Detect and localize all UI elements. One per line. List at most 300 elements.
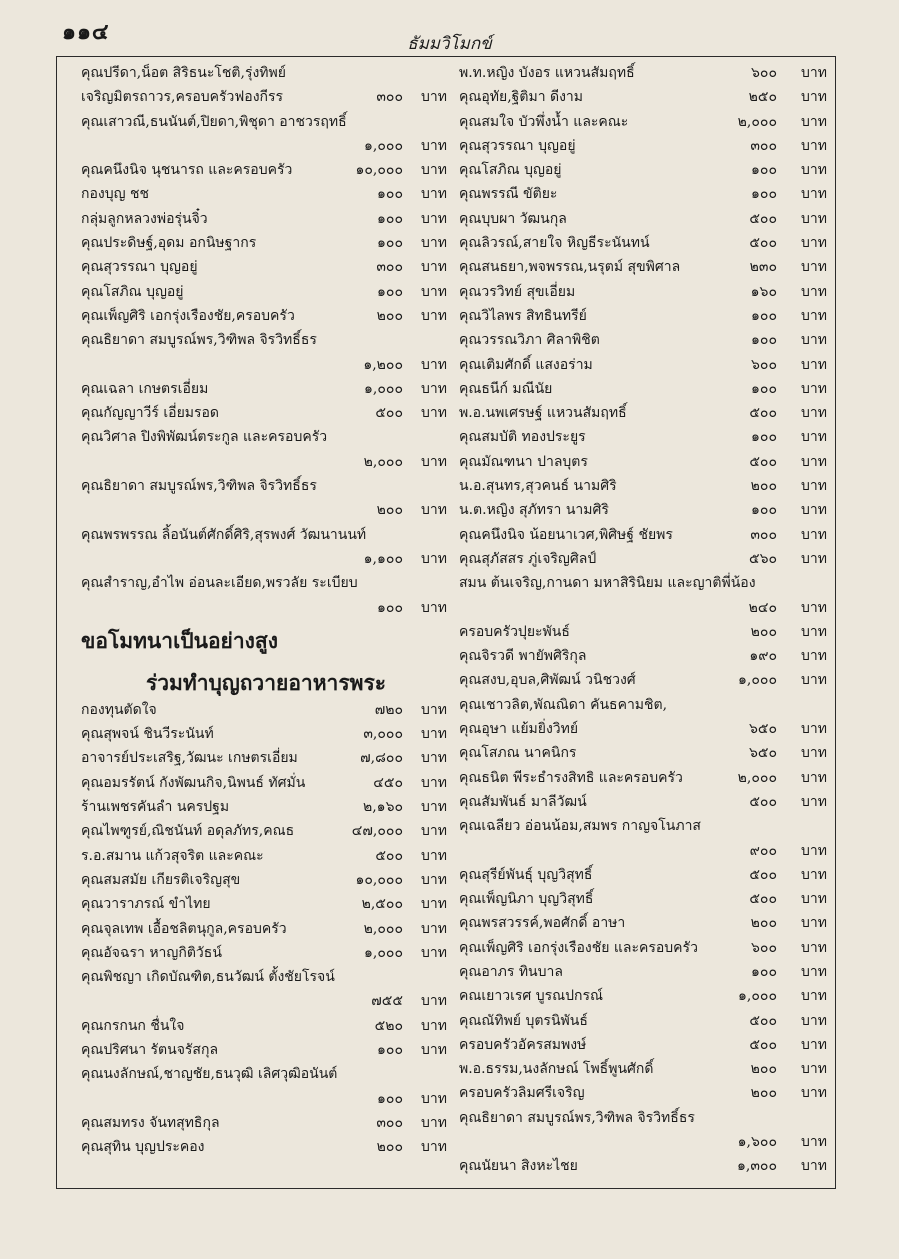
- currency-unit: บาท: [421, 137, 447, 154]
- currency-unit: บาท: [801, 793, 827, 810]
- currency-unit: บาท: [801, 1134, 827, 1151]
- currency-unit: บาท: [421, 774, 447, 791]
- donor-row: [81, 255, 451, 279]
- currency-unit: บาท: [421, 1139, 447, 1156]
- donor-row: [459, 887, 833, 911]
- donation-amount: ๓๐๐: [376, 89, 403, 106]
- donor-name: คุณเสาวณี,ธนนันต์,ปิยดา,พิชุดา อาชวรฤทธิ์: [81, 113, 347, 130]
- donor-row: [81, 523, 451, 547]
- donor-name: คุณธนีก์ มณีนัย: [459, 380, 553, 397]
- currency-unit: บาท: [801, 623, 827, 640]
- donation-amount: ๖๕๐: [748, 745, 777, 762]
- donor-name: คุณสุพจน์ ชินวีระนันท์: [81, 726, 214, 743]
- donation-amount: ๒,๐๐๐: [737, 769, 777, 786]
- donor-row: [81, 474, 451, 498]
- donor-name: คุณบุบผา วัฒนกุล: [459, 210, 567, 227]
- donor-name: คุณนงลักษณ์,ชาญชัย,ธนวุฒิ เลิศวุฒิอนันต์: [81, 1066, 338, 1083]
- donation-amount: ๒๐๐: [750, 1061, 777, 1078]
- donor-name: คุณเพ็ญศิริ เอกรุ่งเรืองชัย และครอบครัว: [459, 939, 698, 956]
- food-donor-list: [81, 698, 451, 1160]
- donation-amount: ๓๐๐: [376, 259, 403, 276]
- donor-row: [459, 1154, 833, 1178]
- donation-amount: ๑๐,๐๐๐: [355, 162, 403, 179]
- donor-name: คุณสนธยา,พจพรรณ,นรุตม์ สุขพิศาล: [459, 259, 681, 276]
- donor-row: [81, 989, 451, 1013]
- donor-name: คุณวรวิทย์ สุขเอี่ยม: [459, 283, 576, 300]
- donation-amount: ๕๐๐: [749, 453, 777, 470]
- donation-amount: ๑,๐๐๐: [738, 672, 777, 689]
- donor-name: คุณสุภัสสร ภู่เจริญศิลป์: [459, 550, 597, 567]
- donor-row: [459, 596, 833, 620]
- donor-row: [81, 425, 451, 449]
- donor-row: [81, 965, 451, 989]
- currency-unit: บาท: [801, 137, 827, 154]
- donation-amount: ๒๓๐: [749, 259, 777, 276]
- donation-amount: ๑๐๐: [377, 186, 403, 203]
- donor-row: [459, 1106, 833, 1130]
- donor-row: [81, 868, 451, 892]
- donor-row: [459, 1033, 833, 1057]
- donor-name: คุณคนึงนิจ น้อยนาเวศ,พิศิษฐ์ ชัยพร: [459, 526, 673, 543]
- currency-unit: บาท: [801, 162, 827, 179]
- currency-unit: บาท: [801, 550, 827, 567]
- donor-row: [459, 766, 833, 790]
- donor-row: [459, 474, 833, 498]
- donor-name: คุณเพ็ญศิริ เอกรุ่งเรืองชัย,ครอบครัว: [81, 307, 295, 324]
- donor-row: [459, 401, 833, 425]
- donor-name: คุณไพฑูรย์,ณิชนันท์ อดุลภัทร,คณธ: [81, 823, 295, 840]
- donor-name: น.อ.สุนทร,สุวคนธ์ นามศิริ: [459, 478, 617, 495]
- donor-row: [459, 498, 833, 522]
- content-frame: [56, 56, 836, 1189]
- donor-name: คุณเติมศักดิ์ แสงอร่าม: [459, 356, 593, 373]
- donor-name: คุณกัญญาวีร์ เอี่ยมรอด: [81, 405, 220, 422]
- donor-name: คุณเพ็ญนิภา บุญวิสุทธิ์: [459, 891, 594, 908]
- currency-unit: บาท: [421, 235, 447, 252]
- currency-unit: บาท: [801, 186, 827, 203]
- donor-row: [81, 795, 451, 819]
- currency-unit: บาท: [801, 891, 827, 908]
- donor-name: พ.อ.นพเศรษฐ์ แหวนสัมฤทธิ์: [459, 405, 627, 422]
- donor-name: คุณคนึงนิจ นุชนารถ และครอบครัว: [81, 162, 293, 179]
- donation-amount: ๑๖๐: [750, 283, 777, 300]
- currency-unit: บาท: [801, 769, 827, 786]
- donor-row: [81, 498, 451, 522]
- donor-row: [81, 328, 451, 352]
- currency-unit: บาท: [801, 842, 827, 859]
- donation-amount: ๑๐๐: [751, 186, 777, 203]
- donation-amount: ๖๐๐: [751, 939, 777, 956]
- currency-unit: บาท: [421, 920, 447, 937]
- donation-amount: ๑,๑๐๐: [363, 550, 403, 567]
- donor-name: อาจารย์ประเสริฐ,วัฒนะ เกษตรเอี่ยม: [81, 750, 298, 767]
- currency-unit: บาท: [801, 1036, 827, 1053]
- donation-amount: ๑๐๐: [377, 599, 403, 616]
- donation-amount: ๒,๐๐๐: [363, 920, 403, 937]
- donor-row: [459, 377, 833, 401]
- donor-row: [459, 984, 833, 1008]
- donation-amount: ๗๕๕: [371, 993, 403, 1010]
- donor-row: [459, 85, 833, 109]
- currency-unit: บาท: [801, 283, 827, 300]
- donor-row: [459, 620, 833, 644]
- donor-name: กองบุญ ชช: [81, 186, 149, 203]
- donation-amount: ๕๖๐: [748, 550, 777, 567]
- donor-row: [81, 1111, 451, 1135]
- donation-amount: ๙๐๐: [749, 842, 777, 859]
- currency-unit: บาท: [801, 307, 827, 324]
- donation-amount: ๖๐๐: [751, 356, 777, 373]
- currency-unit: บาท: [801, 526, 827, 543]
- donor-name: ครอบครัวอัครสมพงษ์: [459, 1036, 587, 1053]
- donation-amount: ๑,๐๐๐: [738, 988, 777, 1005]
- donation-amount: ๒,๐๐๐: [363, 453, 403, 470]
- donation-amount: ๑๐๐: [377, 210, 403, 227]
- donor-row: [459, 863, 833, 887]
- currency-unit: บาท: [421, 1090, 447, 1107]
- donor-row: [81, 280, 451, 304]
- donation-amount: ๑๐,๐๐๐: [355, 871, 403, 888]
- donor-name: กลุ่มลูกหลวงพ่อรุ่นจิ๋ว: [81, 210, 208, 227]
- donor-row: [81, 1038, 451, 1062]
- donation-amount: ๑,๐๐๐: [364, 137, 403, 154]
- donation-amount: ๒๐๐: [376, 502, 403, 519]
- donor-name: คุณพิชญา เกิดบัณฑิต,ธนวัฒน์ ตั้งชัยโรจน์: [81, 969, 335, 986]
- donation-amount: ๖๕๐: [748, 721, 777, 738]
- donor-row: [459, 134, 833, 158]
- donor-name: คุณโสภิณ บุญอยู่: [81, 283, 184, 300]
- donation-amount: ๕๐๐: [375, 847, 403, 864]
- currency-unit: บาท: [801, 939, 827, 956]
- donor-name: คุณอุทัย,ฐิติมา ดีงาม: [459, 89, 584, 106]
- donation-amount: ๒๐๐: [750, 478, 777, 495]
- donation-amount: ๑๐๐: [377, 1090, 403, 1107]
- donor-name: เจริญมิตรถาวร,ครอบครัวฟองกีรร: [81, 89, 284, 106]
- donor-row: [81, 596, 451, 620]
- currency-unit: บาท: [421, 186, 447, 203]
- donor-name: คุณประดิษฐ์,อุดม อกนิษฐากร: [81, 235, 257, 252]
- donation-amount: ๔๗,๐๐๐: [351, 823, 403, 840]
- currency-unit: บาท: [801, 721, 827, 738]
- donor-row: [81, 722, 451, 746]
- currency-unit: บาท: [421, 1041, 447, 1058]
- donor-name: คุณพรสวรรค์,พอศักดิ์ อาษา: [459, 915, 626, 932]
- donor-row: [81, 134, 451, 158]
- donor-name: คุณธิยาดา สมบูรณ์พร,วิฑิพล จิรวิทธิ์ธร: [81, 478, 317, 495]
- donor-row: [81, 844, 451, 868]
- currency-unit: บาท: [801, 478, 827, 495]
- donor-name: คุณอมรรัตน์ กังพัฒนกิจ,นิพนธ์ ทัศมั่น: [81, 774, 306, 791]
- donor-name: คุณธนิต พีระธำรงสิทธิ และครอบครัว: [459, 769, 683, 786]
- currency-unit: บาท: [801, 866, 827, 883]
- donation-amount: ๑,๐๐๐: [364, 380, 403, 397]
- donor-name: คุณลิวรณ์,สายใจ หิญธีระนันทน์: [459, 235, 650, 252]
- currency-unit: บาท: [421, 871, 447, 888]
- donor-name: คุณสำราญ,อำไพ อ่อนละเอียด,พรวลัย ระเบียบ: [81, 575, 358, 592]
- donation-amount: ๕๐๐: [749, 235, 777, 252]
- currency-unit: บาท: [421, 896, 447, 913]
- donor-row: [81, 182, 451, 206]
- donation-amount: ๗๒๐: [374, 701, 403, 718]
- donor-row: [459, 61, 833, 85]
- donor-name: คุณจุลเทพ เอื้อชลิตนุกูล,ครอบครัว: [81, 920, 287, 937]
- donor-row: [459, 741, 833, 765]
- currency-unit: บาท: [801, 1012, 827, 1029]
- heading-thanks: ขอโมทนาเป็นอย่างสูง: [81, 627, 278, 653]
- donor-row: [459, 1081, 833, 1105]
- donor-name: คุณธิยาดา สมบูรณ์พร,วิฑิพล จิรวิทธิ์ธร: [81, 332, 317, 349]
- currency-unit: บาท: [421, 701, 447, 718]
- currency-unit: บาท: [421, 405, 447, 422]
- donation-amount: ๑๐๐: [751, 380, 777, 397]
- donor-row: [81, 304, 451, 328]
- donation-amount: ๒,๕๐๐: [361, 896, 403, 913]
- donor-name: คุณจิรวดี พายัพศิริกุล: [459, 648, 587, 665]
- donor-name: คุณมัณฑนา ปาลบุตร: [459, 453, 588, 470]
- donor-row: [459, 182, 833, 206]
- donation-amount: ๗,๘๐๐: [360, 750, 403, 767]
- donor-row: [81, 1014, 451, 1038]
- donor-row: [459, 304, 833, 328]
- donor-row: [81, 61, 451, 85]
- donor-name: คุณวิไลพร สิทธินทรีย์: [459, 307, 587, 324]
- donation-amount: ๓๐๐: [376, 1114, 403, 1131]
- donor-name: คุณสงบ,อุบล,ศิพัฒน์ วนิชวงศ์: [459, 672, 636, 689]
- heading-food-offering: ร่วมทำบุญถวายอาหารพระ: [145, 669, 387, 695]
- currency-unit: บาท: [801, 1158, 827, 1175]
- donor-name: คุณสัมพันธ์ มาลีวัฒน์: [459, 793, 587, 810]
- donation-amount: ๒๔๐: [748, 599, 777, 616]
- donor-row: [81, 1135, 451, 1159]
- donor-name: คุณอาภร ทินบาล: [459, 963, 563, 980]
- donor-row: [81, 231, 451, 255]
- donor-row: [459, 717, 833, 741]
- donor-row: [459, 814, 833, 838]
- currency-unit: บาท: [421, 453, 447, 470]
- donor-row: [459, 571, 833, 595]
- donation-amount: ๑,๐๐๐: [364, 944, 403, 961]
- donor-row: [81, 85, 451, 109]
- currency-unit: บาท: [801, 1061, 827, 1078]
- currency-unit: บาท: [421, 259, 447, 276]
- donation-amount: ๑๐๐: [751, 502, 777, 519]
- donor-name: คุณปริศนา รัตนจรัสกุล: [81, 1041, 219, 1058]
- page-number: ๑๑๔: [62, 19, 110, 45]
- currency-unit: บาท: [801, 453, 827, 470]
- currency-unit: บาท: [801, 259, 827, 276]
- right-donor-list: [459, 61, 833, 1179]
- donor-name: ครอบครัวลิมศรีเจริญ: [459, 1085, 585, 1102]
- donor-row: [459, 644, 833, 668]
- donation-amount: ๓,๐๐๐: [363, 726, 403, 743]
- donor-row: [81, 377, 451, 401]
- donor-row: [459, 936, 833, 960]
- currency-unit: บาท: [421, 599, 447, 616]
- currency-unit: บาท: [421, 162, 447, 179]
- currency-unit: บาท: [801, 380, 827, 397]
- donor-row: [459, 960, 833, 984]
- donor-name: คุณโสภิณ บุญอยู่: [459, 162, 562, 179]
- donation-amount: ๕๐๐: [749, 866, 777, 883]
- currency-unit: บาท: [801, 648, 827, 665]
- left-column: [81, 61, 451, 1159]
- currency-unit: บาท: [801, 988, 827, 1005]
- donation-amount: ๒๐๐: [750, 915, 777, 932]
- donor-name: คุณณัทิพย์ บุตรนิพันธ์: [459, 1012, 588, 1029]
- currency-unit: บาท: [801, 745, 827, 762]
- donor-row: [81, 547, 451, 571]
- donation-amount: ๓๐๐: [750, 137, 777, 154]
- donation-amount: ๒,๑๖๐: [363, 799, 403, 816]
- donation-amount: ๑๐๐: [751, 162, 777, 179]
- donor-name: พ.ท.หญิง บังอร แหวนสัมฤทธิ์: [459, 65, 635, 81]
- donation-amount: ๑,๓๐๐: [737, 1158, 777, 1175]
- donor-name: คุณสมบัติ ทองประยูร: [459, 429, 586, 446]
- donor-row: [81, 158, 451, 182]
- donor-row: [81, 207, 451, 231]
- currency-unit: บาท: [421, 726, 447, 743]
- currency-unit: บาท: [801, 672, 827, 689]
- currency-unit: บาท: [801, 113, 827, 130]
- donor-row: [81, 571, 451, 595]
- donor-row: [459, 523, 833, 547]
- donor-name: คุณเฉลียว อ่อนน้อม,สมพร กาญจโนภาส: [459, 818, 701, 835]
- donor-name: ครอบครัวปุยะพันธ์: [459, 623, 570, 640]
- donor-row: [81, 450, 451, 474]
- left-donor-list: [81, 61, 451, 620]
- currency-unit: บาท: [421, 380, 447, 397]
- currency-unit: บาท: [421, 307, 447, 324]
- donation-amount: ๒,๐๐๐: [737, 113, 777, 130]
- donation-amount: ๕๐๐: [749, 405, 777, 422]
- running-header: ธัมมวิโมกข์: [407, 34, 492, 54]
- donor-name: ร้านเพชรคันลำ นครปฐม: [81, 799, 230, 816]
- currency-unit: บาท: [421, 283, 447, 300]
- donor-row: [81, 941, 451, 965]
- currency-unit: บาท: [801, 332, 827, 349]
- donor-name: คุณเฉลา เกษตรเอี่ยม: [81, 380, 209, 397]
- donation-amount: ๒๕๐: [748, 89, 777, 106]
- currency-unit: บาท: [801, 915, 827, 932]
- donor-row: [459, 547, 833, 571]
- donor-row: [459, 839, 833, 863]
- donor-name: คุณปรีดา,น็อต สิริธนะโชติ,รุ่งทิพย์: [81, 65, 286, 81]
- donor-row: [459, 425, 833, 449]
- donor-row: [81, 353, 451, 377]
- donor-name: คณเยาวเรศ บูรณปกรณ์: [459, 988, 603, 1005]
- donor-name: คุณสมทรง จันทสุทธิกุล: [81, 1114, 220, 1131]
- donation-amount: ๑,๒๐๐: [363, 356, 403, 373]
- donation-amount: ๓๐๐: [750, 526, 777, 543]
- currency-unit: บาท: [801, 89, 827, 106]
- donor-row: [81, 401, 451, 425]
- currency-unit: บาท: [801, 599, 827, 616]
- currency-unit: บาท: [801, 405, 827, 422]
- donor-row: [459, 328, 833, 352]
- donation-amount: ๒๐๐: [750, 623, 777, 640]
- donor-name: คุณสมสมัย เกียรติเจริญสุข: [81, 871, 241, 888]
- donation-amount: ๑๐๐: [751, 429, 777, 446]
- donor-name: คุณสมใจ บัวพึ่งน้ำ และคณะ: [459, 113, 629, 130]
- donor-row: [81, 746, 451, 770]
- donor-name: คุณสุวรรณา บุญอยู่: [459, 137, 576, 154]
- donation-amount: ๒๐๐: [750, 1085, 777, 1102]
- donation-amount: ๕๐๐: [749, 891, 777, 908]
- donation-amount: ๑๐๐: [751, 307, 777, 324]
- donor-row: [459, 790, 833, 814]
- donor-name: กองทุนตัดใจ: [81, 701, 157, 718]
- donation-amount: ๖๐๐: [751, 65, 777, 81]
- donor-name: คุณอุษา แย้มยิ่งวิทย์: [459, 721, 579, 738]
- currency-unit: บาท: [801, 235, 827, 252]
- currency-unit: บาท: [421, 823, 447, 840]
- donation-amount: ๕๐๐: [749, 210, 777, 227]
- donation-amount: ๑๙๐: [749, 648, 777, 665]
- donor-row: [81, 698, 451, 722]
- currency-unit: บาท: [421, 799, 447, 816]
- donation-amount: ๕๐๐: [749, 793, 777, 810]
- currency-unit: บาท: [421, 1017, 447, 1034]
- donor-name: คุณสุทิน บุญประคอง: [81, 1139, 205, 1156]
- donor-name: คุณสุวรรณา บุญอยู่: [81, 259, 198, 276]
- currency-unit: บาท: [421, 1114, 447, 1131]
- donation-amount: ๑๐๐: [751, 332, 777, 349]
- donation-amount: ๑๐๐: [751, 963, 777, 980]
- right-column: [459, 61, 833, 1179]
- donation-amount: ๑๐๐: [377, 235, 403, 252]
- donor-row: [459, 207, 833, 231]
- donor-name: คุณเชาวลิต,พัณณิดา คันธคามชิต,: [459, 696, 668, 713]
- donation-amount: ๑๐๐: [377, 1041, 403, 1058]
- donor-name: คุณสุรีย์พันธุ์ บุญวิสุทธิ์: [459, 866, 593, 883]
- donor-name: คุณวาราภรณ์ ขำไทย: [81, 896, 211, 913]
- donation-amount: ๕๒๐: [374, 1017, 403, 1034]
- donor-name: คุณอัจฉรา หาญกิติวัธน์: [81, 944, 222, 961]
- currency-unit: บาท: [421, 210, 447, 227]
- donor-row: [81, 771, 451, 795]
- donor-row: [459, 353, 833, 377]
- donor-row: [459, 450, 833, 474]
- currency-unit: บาท: [421, 89, 447, 106]
- donor-name: คุณโสภณ นาคนิกร: [459, 745, 577, 762]
- currency-unit: บาท: [801, 210, 827, 227]
- currency-unit: บาท: [421, 993, 447, 1010]
- donor-name: คุณพรพรรณ ลิ้อนันต์ศักดิ์ศิริ,สุรพงศ์ วัฒนานนท์: [81, 526, 367, 543]
- currency-unit: บาท: [801, 1085, 827, 1102]
- donation-amount: ๕๐๐: [749, 1012, 777, 1029]
- donor-name: พ.อ.ธรรม,นงลักษณ์ โพธิ์พูนศักดิ์: [459, 1061, 654, 1078]
- donor-name: สมน ต้นเจริญ,กานดา มหาสิรินิยม และญาติพี่น้อง: [459, 575, 756, 592]
- currency-unit: บาท: [801, 65, 827, 81]
- donation-amount: ๔๕๐: [373, 774, 403, 791]
- donor-row: [459, 280, 833, 304]
- donation-amount: ๑๐๐: [377, 283, 403, 300]
- donor-name: คุณวรรณวิภา ศิลาพิชิต: [459, 332, 600, 349]
- currency-unit: บาท: [801, 963, 827, 980]
- donation-amount: ๕๐๐: [375, 405, 403, 422]
- donor-row: [459, 693, 833, 717]
- donor-name: คุณนัยนา สิงหะไชย: [459, 1158, 578, 1175]
- donor-row: [81, 1062, 451, 1086]
- currency-unit: บาท: [421, 750, 447, 767]
- donor-row: [459, 911, 833, 935]
- donor-row: [459, 668, 833, 692]
- donor-row: [459, 110, 833, 134]
- donor-row: [81, 1087, 451, 1111]
- donor-row: [81, 819, 451, 843]
- donor-row: [81, 110, 451, 134]
- currency-unit: บาท: [421, 847, 447, 864]
